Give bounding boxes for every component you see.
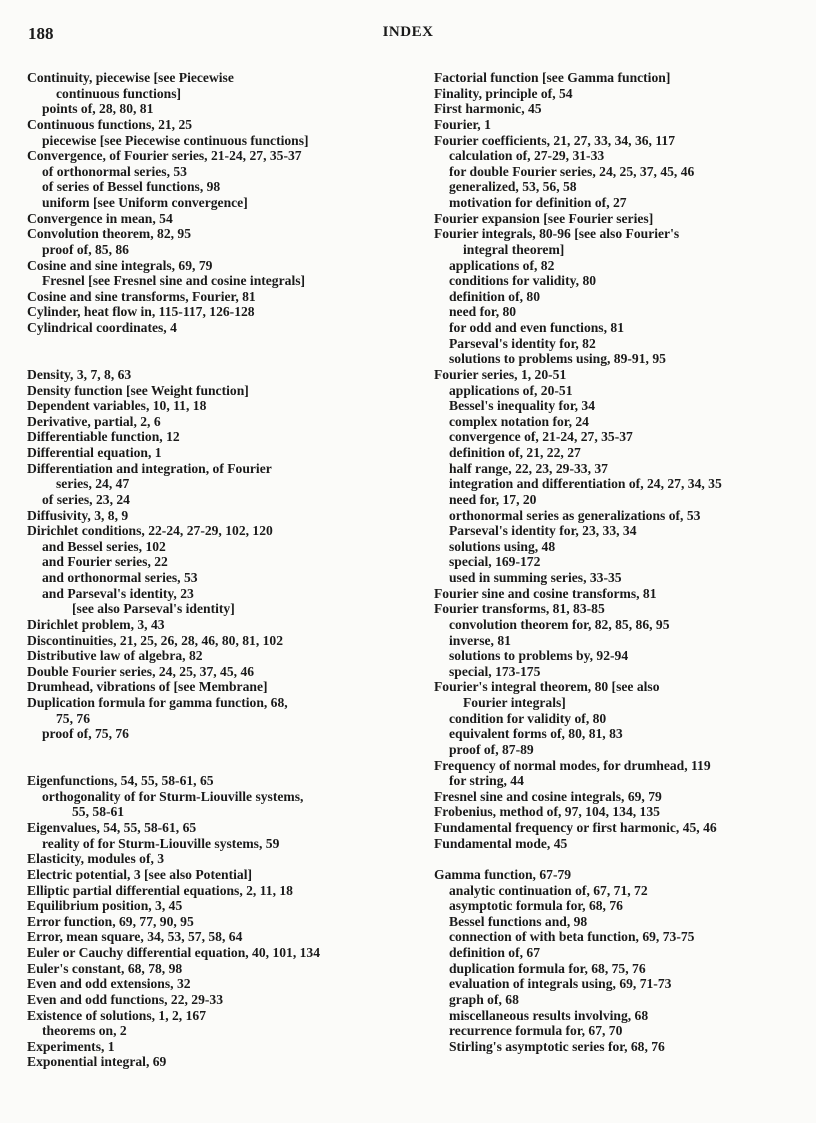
index-subentry: proof of, 85, 86 [42,241,129,257]
index-subentry: convergence of, 21-24, 27, 35-37 [449,429,633,445]
index-entry: Electric potential, 3 [see also Potential] [27,866,252,882]
index-entry: Fundamental frequency or first harmonic, 45, 46 [434,820,717,835]
index-subentry: convolution theorem for, 82, 85, 86, 95 [449,616,670,632]
index-entry: Density function [see Weight function] [27,382,249,398]
index-subentry: of series, 23, 24 [42,491,130,507]
index-subentry: evaluation of integrals using, 69, 71-73 [449,976,672,992]
index-subentry: theorems on, 2 [42,1023,127,1039]
index-subentry: series, 24, 47 [56,476,130,492]
index-entry: Cosine and sine transforms, Fourier, 81 [27,288,256,304]
index-entry: Dirichlet problem, 3, 43 [27,616,165,632]
index-subentry: integration and differentiation of, 24, 27, 34, 35 [449,476,722,492]
index-entry: Fresnel sine and cosine integrals, 69, 79 [434,788,662,804]
section-spacer [27,758,407,774]
index-subentry: duplication formula for, 68, 75, 76 [449,960,646,976]
index-entry: Differential equation, 1 [27,445,162,460]
section-spacer [434,851,810,867]
index-subentry: for double Fourier series, 24, 25, 37, 45, 46 [449,163,695,179]
index-subentry: applications of, 82 [449,257,555,273]
index-entry: Euler or Cauchy differential equation, 40, 101, 134 [27,945,321,960]
section-spacer [27,336,407,352]
index-entry: Finality, principle of, 54 [434,85,573,101]
index-subentry: Parseval's identity for, 82 [449,335,596,351]
index-subentry: analytic continuation of, 67, 71, 72 [449,882,648,898]
index-entry: Fundamental mode, 45 [434,835,568,851]
index-entry: Density, 3, 7, 8, 63 [27,366,132,382]
index-subentry: inverse, 81 [449,632,511,648]
index-entry: Continuous functions, 21, 25 [27,116,193,132]
index-entry: Dirichlet conditions, 22-24, 27-29, 102, 120 [27,523,273,539]
index-entry: Even and odd functions, 22, 29-33 [27,991,224,1007]
index-entry: Dependent variables, 10, 11, 18 [27,398,207,414]
page-title: INDEX [382,24,434,40]
index-entry: Exponential integral, 69 [27,1054,167,1070]
index-entry: Existence of solutions, 1, 2, 167 [27,1007,206,1023]
index-subentry: condition for validity of, 80 [449,710,607,726]
index-entry: Fourier's integral theorem, 80 [see also [434,679,660,695]
index-column-left [27,70,407,1070]
section-spacer [27,742,407,758]
index-subentry: 55, 58-61 [72,804,125,820]
index-entry: Convergence, of Fourier series, 21-24, 27, 35-37 [27,148,302,164]
index-subentry: orthogonality of for Sturm-Liouville systems, [42,788,304,804]
index-subentry: Bessel's inequality for, 34 [449,398,596,414]
page-number: 188 [28,24,54,43]
index-subentry: integral theorem] [463,241,565,257]
index-subentry: recurrence formula for, 67, 70 [449,1023,623,1039]
index-entry: Fourier sine and cosine transforms, 81 [434,585,657,601]
index-entry: Diffusivity, 3, 8, 9 [27,507,129,523]
index-entry: Even and odd extensions, 32 [27,976,191,992]
index-subentry: and Parseval's identity, 23 [42,585,194,601]
index-entry: Cylinder, heat flow in, 115-117, 126-128 [27,304,255,320]
index-entry: Elasticity, modules of, 3 [27,851,165,867]
index-entry: Drumhead, vibrations of [see Membrane] [27,679,268,695]
index-subentry: need for, 80 [449,304,517,320]
index-entry: Double Fourier series, 24, 25, 37, 45, 46 [27,663,255,679]
index-subentry: connection of with beta function, 69, 73-75 [449,929,695,945]
index-entry: Continuity, piecewise [see Piecewise [27,70,234,85]
index-subentry: solutions to problems by, 92-94 [449,648,629,664]
index-subentry: [see also Parseval's identity] [72,601,235,617]
index-entry: Fourier, 1 [434,116,491,132]
index-entry: Fourier transforms, 81, 83-85 [434,601,605,617]
index-entry: Fourier series, 1, 20-51 [434,366,567,382]
index-entry: Equilibrium position, 3, 45 [27,898,183,914]
index-subentry: for string, 44 [449,773,524,789]
index-subentry: Stirling's asymptotic series for, 68, 76 [449,1038,665,1054]
index-subentry: orthonormal series as generalizations of, 53 [449,507,701,523]
index-subentry: Bessel functions and, 98 [449,913,588,929]
index-subentry: conditions for validity, 80 [449,273,597,289]
index-entry: Convolution theorem, 82, 95 [27,226,192,242]
index-subentry: Fresnel [see Fresnel sine and cosine integrals] [42,273,306,289]
index-entry: Error, mean square, 34, 53, 57, 58, 64 [27,929,243,945]
index-subentry: piecewise [see Piecewise continuous functions] [42,132,309,148]
index-subentry: of series of Bessel functions, 98 [42,179,221,195]
index-entry: Eigenfunctions, 54, 55, 58-61, 65 [27,773,214,789]
index-subentry: calculation of, 27-29, 31-33 [449,148,605,164]
index-entry: Gamma function, 67-79 [434,866,572,882]
index-subentry: and Bessel series, 102 [42,538,166,554]
index-subentry: continuous functions] [56,85,182,101]
index-entry: Frobenius, method of, 97, 104, 134, 135 [434,804,660,820]
index-subentry: generalized, 53, 56, 58 [449,179,577,195]
index-entry: Differentiation and integration, of Fourier [27,460,272,476]
index-entry: Duplication formula for gamma function, 68, [27,695,288,710]
index-subentry: graph of, 68 [449,991,519,1007]
index-entry: First harmonic, 45 [434,101,542,117]
index-entry: Fourier coefficients, 21, 27, 33, 34, 36, 117 [434,132,675,148]
index-entry: Euler's constant, 68, 78, 98 [27,960,183,976]
index-subentry: definition of, 21, 22, 27 [449,445,581,460]
index-entry: Convergence in mean, 54 [27,210,173,226]
index-entry: Cosine and sine integrals, 69, 79 [27,257,213,273]
index-entry: Eigenvalues, 54, 55, 58-61, 65 [27,820,197,835]
index-subentry: miscellaneous results involving, 68 [449,1007,649,1023]
index-subentry: of orthonormal series, 53 [42,163,187,179]
index-subentry: definition of, 67 [449,945,541,960]
section-spacer [27,351,407,367]
index-subentry: Fourier integrals] [463,695,566,710]
index-subentry: reality of for Sturm-Liouville systems, 59 [42,835,280,851]
index-subentry: and orthonormal series, 53 [42,570,198,585]
index-subentry: need for, 17, 20 [449,491,537,507]
index-subentry: Parseval's identity for, 23, 33, 34 [449,523,637,539]
index-subentry: solutions using, 48 [449,538,556,554]
index-subentry: equivalent forms of, 80, 81, 83 [449,726,623,742]
index-subentry: half range, 22, 23, 29-33, 37 [449,460,608,476]
index-subentry: uniform [see Uniform convergence] [42,195,248,210]
index-column-right [434,70,810,1054]
index-subentry: proof of, 75, 76 [42,726,129,742]
index-subentry: solutions to problems using, 89-91, 95 [449,351,666,367]
index-subentry: special, 173-175 [449,663,541,679]
index-subentry: 75, 76 [56,710,90,726]
index-entry: Fourier expansion [see Fourier series] [434,210,654,226]
index-entry: Derivative, partial, 2, 6 [27,413,161,429]
index-subentry: for odd and even functions, 81 [449,320,624,335]
index-subentry: proof of, 87-89 [449,741,534,757]
index-subentry: motivation for definition of, 27 [449,195,627,210]
index-entry: Factorial function [see Gamma function] [434,70,671,85]
index-subentry: points of, 28, 80, 81 [42,101,154,117]
index-entry: Error function, 69, 77, 90, 95 [27,913,194,929]
index-entry: Differentiable function, 12 [27,429,180,445]
index-subentry: applications of, 20-51 [449,382,573,398]
index-entry: Distributive law of algebra, 82 [27,648,203,664]
index-entry: Frequency of normal modes, for drumhead, 119 [434,757,711,773]
index-subentry: and Fourier series, 22 [42,554,168,570]
index-entry: Discontinuities, 21, 25, 26, 28, 46, 80, 81, 102 [27,632,284,648]
index-entry: Cylindrical coordinates, 4 [27,320,177,335]
index-subentry: used in summing series, 33-35 [449,570,622,585]
index-subentry: definition of, 80 [449,288,541,304]
index-subentry: complex notation for, 24 [449,413,589,429]
index-entry: Fourier integrals, 80-96 [see also Fourier's [434,226,680,242]
index-entry: Experiments, 1 [27,1038,115,1054]
index-subentry: special, 169-172 [449,554,541,570]
index-entry: Elliptic partial differential equations, 2, 11, 18 [27,882,293,898]
index-subentry: asymptotic formula for, 68, 76 [449,898,623,914]
